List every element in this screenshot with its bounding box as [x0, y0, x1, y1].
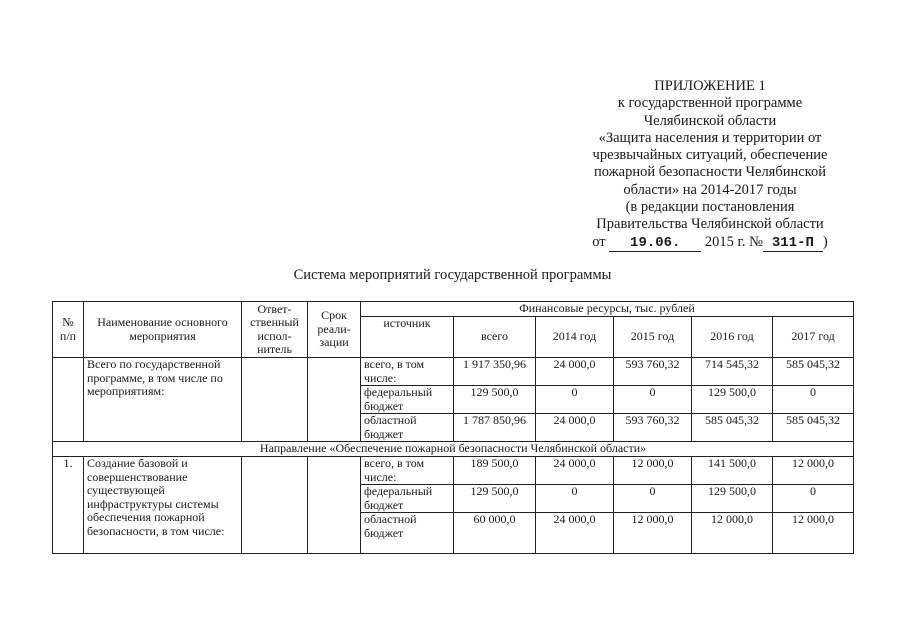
source-cell: всего, в том числе: [361, 358, 454, 386]
header-line: ПРИЛОЖЕНИЕ 1 [654, 78, 766, 94]
value-2015-cell: 593 760,32 [614, 358, 692, 386]
value-2017-cell: 12 000,0 [773, 513, 854, 554]
total-executor-cell [242, 358, 308, 442]
header-line: Челябинской области [643, 112, 777, 129]
item-executor-cell [242, 457, 308, 554]
value-2017-cell: 585 045,32 [773, 414, 854, 442]
value-2014-cell: 24 000,0 [536, 414, 614, 442]
date-field: 19.06. [609, 236, 701, 252]
total-cell: 1 787 850,96 [454, 414, 536, 442]
header-num: № п/п [53, 302, 84, 358]
value-2015-cell: 0 [614, 386, 692, 414]
table-row [53, 457, 854, 485]
header-2015: 2015 год [614, 317, 692, 358]
measures-table [52, 301, 854, 554]
value-2014-cell: 0 [536, 386, 614, 414]
source-cell: всего, в том числе: [361, 457, 454, 485]
header-line: чрезвычайных ситуаций, обеспечение [592, 147, 828, 164]
value-2017-cell: 0 [773, 485, 854, 513]
table-header-row [53, 302, 854, 317]
header-line: области» на 2014-2017 годы [623, 181, 797, 198]
item-num-cell: 1. [53, 457, 84, 554]
direction-row [53, 442, 854, 457]
total-cell: 60 000,0 [454, 513, 536, 554]
value-2017-cell: 585 045,32 [773, 358, 854, 386]
header-line: Правительства Челябинской области [596, 216, 824, 233]
value-2017-cell: 12 000,0 [773, 457, 854, 485]
value-2016-cell: 585 045,32 [692, 414, 773, 442]
header-2014: 2014 год [536, 317, 614, 358]
direction-cell: Направление «Обеспечение пожарной безопасности Челябинской области» [53, 442, 854, 457]
value-2016-cell: 141 500,0 [692, 457, 773, 485]
header-date-line [560, 234, 860, 252]
header-executor: Ответ-ственный испол-нитель [242, 302, 308, 358]
header-line: «Защита населения и территории от [598, 129, 822, 146]
total-cell: 1 917 350,96 [454, 358, 536, 386]
header-line: (в редакции постановления [625, 199, 795, 216]
source-cell: федеральный бюджет [361, 386, 454, 414]
source-cell: областной бюджет [361, 513, 454, 554]
header-term: Срок реали-зации [308, 302, 361, 358]
header-2016: 2016 год [692, 317, 773, 358]
item-term-cell [308, 457, 361, 554]
value-2016-cell: 129 500,0 [692, 485, 773, 513]
resolution-number-field: 311-П [763, 236, 823, 252]
total-name-cell: Всего по государственной программе, в том числе по мероприятиям: [84, 358, 242, 442]
header-line: к государственной программе [617, 95, 803, 112]
close-paren: ) [822, 233, 828, 250]
value-2015-cell: 12 000,0 [614, 457, 692, 485]
header-finance: Финансовые ресурсы, тыс. рублей [361, 302, 854, 317]
appendix-header [560, 78, 860, 252]
date-prefix: от [592, 233, 606, 250]
value-2015-cell: 12 000,0 [614, 513, 692, 554]
item-name-cell: Создание базовой и совершенствование существующей инфраструктуры системы обеспечения пожарной безопасности, в том числе: [84, 457, 242, 554]
value-2014-cell: 24 000,0 [536, 457, 614, 485]
page-title: Система мероприятий государственной программы [293, 267, 612, 283]
value-2017-cell: 0 [773, 386, 854, 414]
year-text: 2015 г. № [704, 233, 763, 250]
header-name: Наименование основного мероприятия [84, 302, 242, 358]
total-num-cell [53, 358, 84, 442]
value-2014-cell: 24 000,0 [536, 358, 614, 386]
table-row [53, 358, 854, 386]
total-term-cell [308, 358, 361, 442]
total-cell: 129 500,0 [454, 386, 536, 414]
header-total: всего [454, 317, 536, 358]
value-2016-cell: 714 545,32 [692, 358, 773, 386]
value-2015-cell: 593 760,32 [614, 414, 692, 442]
header-line: пожарной безопасности Челябинской [593, 164, 826, 181]
source-cell: областной бюджет [361, 414, 454, 442]
value-2016-cell: 129 500,0 [692, 386, 773, 414]
value-2014-cell: 0 [536, 485, 614, 513]
source-cell: федеральный бюджет [361, 485, 454, 513]
value-2016-cell: 12 000,0 [692, 513, 773, 554]
header-source: источник [361, 317, 454, 358]
total-cell: 129 500,0 [454, 485, 536, 513]
header-2017: 2017 год [773, 317, 854, 358]
value-2014-cell: 24 000,0 [536, 513, 614, 554]
value-2015-cell: 0 [614, 485, 692, 513]
total-cell: 189 500,0 [454, 457, 536, 485]
